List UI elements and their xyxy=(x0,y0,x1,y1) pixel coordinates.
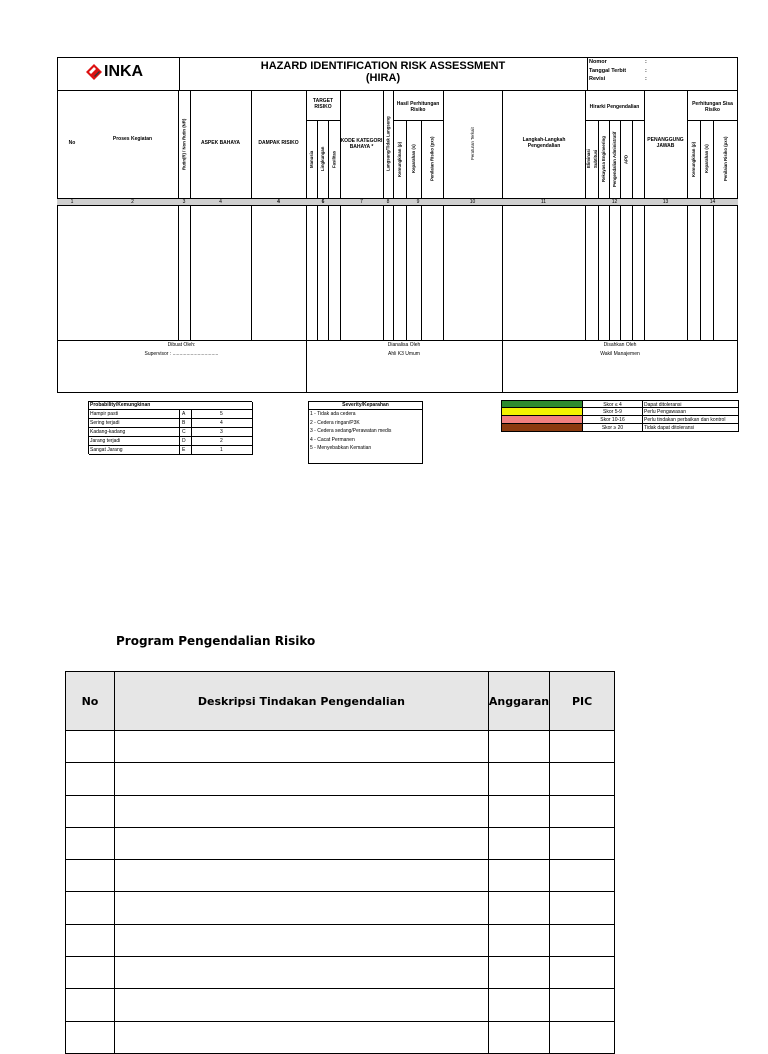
col-hasil: Hasil Perhitungan Risiko xyxy=(396,101,440,113)
table-row xyxy=(66,827,615,859)
risk-color-swatch xyxy=(501,400,583,408)
table-row xyxy=(66,957,615,989)
col-hirarki-apd: APD xyxy=(623,154,629,164)
hira-form xyxy=(57,57,738,392)
severity-legend xyxy=(308,401,423,464)
col-hasil-kemungkinan: Kemungkinan (p) xyxy=(397,141,402,177)
hira-body xyxy=(57,206,738,340)
col-hirarki: Hirarki Pengendalian xyxy=(589,104,640,111)
severity-row: 5 - Menyebabkan Kematian xyxy=(310,445,372,451)
risk-color-swatch xyxy=(501,424,583,432)
risk-level-row: Skor ≥ 20 Tidak dapat ditoleransi xyxy=(501,424,739,432)
col-hasil-penilaian: Penilaian Risiko (pxs) xyxy=(429,136,435,182)
risk-color-swatch xyxy=(501,416,583,424)
risk-level-row: Skor 10-16 Perlu tindakan perbaikan dan kontrol xyxy=(501,416,739,424)
doc-meta xyxy=(589,58,647,84)
col-sisa: Perhitungan Sisa Risiko xyxy=(692,101,733,113)
header-anggaran: Anggaran xyxy=(488,672,549,731)
header-pic: PIC xyxy=(550,672,615,731)
col-langsung: Langsung/Tidak Langsung xyxy=(385,116,391,172)
title-line1: HAZARD IDENTIFICATION RISK ASSESSMENT xyxy=(260,60,506,72)
col-hirarki-rekayasa: Rekayasa Engineering xyxy=(601,136,606,182)
page-title xyxy=(179,60,587,84)
risk-level-row: Skor ≤ 4 Dapat ditoleransi xyxy=(501,400,739,408)
col-target-manusia: Manusia xyxy=(309,150,314,168)
table-row xyxy=(66,924,615,956)
logo xyxy=(85,61,143,83)
col-target: TARGET RISIKO xyxy=(312,98,334,110)
col-no: No xyxy=(68,140,76,147)
column-numbers: 1 2 3 4 4 6 7 8 9 10 11 12 13 14 xyxy=(57,198,738,206)
col-rutin: Rutin(R) / Non Rutin (NR) xyxy=(181,118,187,170)
table-row xyxy=(66,763,615,795)
table-row xyxy=(66,731,615,763)
col-sisa-penilaian: Penilaian Risiko (pxs) xyxy=(723,136,728,182)
severity-row: 1 - Tidak ada cedera xyxy=(310,411,356,417)
col-target-lingkungan: Lingkungan xyxy=(320,146,325,172)
signatures xyxy=(57,340,738,392)
col-penanggung: PENANGGUNG JAWAB xyxy=(647,137,684,149)
table-row xyxy=(66,795,615,827)
col-hirarki-eliminasi: Eliminasi xyxy=(586,149,591,169)
col-aspek: ASPEK BAHAYA xyxy=(200,140,241,147)
col-kode: KODE KATEGORI BAHAYA * xyxy=(340,138,383,150)
col-sisa-keparahan: Keparahan (s) xyxy=(704,144,709,174)
col-sisa-kemungkinan: Kemungkinan (p) xyxy=(691,141,696,177)
table-row xyxy=(66,1021,615,1053)
logo-text: INKA xyxy=(104,63,144,80)
risk-level-row: Skor 5-9 Perlu Pengawasan xyxy=(501,408,739,416)
severity-row: 2 - Cedera ringan/P3K xyxy=(310,419,360,426)
col-hirarki-subtitusi: Subtitusi xyxy=(593,149,598,169)
column-headers xyxy=(57,90,738,198)
meta-tanggal: Tanggal Terbit : xyxy=(589,67,647,74)
inka-logo-icon xyxy=(85,63,103,81)
probability-row: Hampir pasti A 5 xyxy=(90,411,223,417)
header-no: No xyxy=(66,672,115,731)
probability-legend xyxy=(88,401,252,454)
probability-row: Jarang terjadi D 2 xyxy=(90,438,223,444)
meta-nomor: Nomor : xyxy=(589,59,647,65)
probability-row: Sangat Jarang E 1 xyxy=(90,447,223,453)
col-dampak: DAMPAK RISIKO xyxy=(258,140,299,147)
probability-row: Sering terjadi B 4 xyxy=(90,420,223,426)
risk-level-legend xyxy=(501,400,739,436)
header-deskripsi: Deskripsi Tindakan Pengendalian xyxy=(114,672,488,731)
table-row xyxy=(66,860,615,892)
col-proses: Proses Kegiatan xyxy=(112,136,153,143)
sig-disahkan: Disahkan Oleh Wakil Manajemen xyxy=(600,342,640,357)
probability-title: Probability/Kemungkinan xyxy=(90,402,151,408)
col-hirarki-administratif: Pengendalian Administratif xyxy=(612,131,617,187)
severity-row: 4 - Cacat Permanen xyxy=(310,436,355,443)
sig-dianalisa: Dianalisa Oleh Ahli K3 Umum xyxy=(387,342,421,357)
table-row xyxy=(66,989,615,1021)
severity-row: 3 - Cedera sedang/Perawatan medis xyxy=(310,428,392,434)
probability-row: Kadang-kadang C 3 xyxy=(90,429,223,435)
risk-color-swatch xyxy=(501,408,583,416)
table-row xyxy=(66,892,615,924)
col-peraturan: Peraturan Terkait xyxy=(470,127,475,161)
col-hasil-keparahan: Keparahan (s) xyxy=(411,144,416,174)
col-target-fasilitas: Fasilitas xyxy=(331,150,337,168)
meta-revisi: Revisi : xyxy=(589,76,647,82)
sig-dibuat: Dibuat Oleh: Supervisor : ................................. xyxy=(144,342,219,357)
title-line2: (HIRA) xyxy=(365,72,401,84)
severity-title: Severity/Keparahan xyxy=(309,402,422,410)
col-langkah: Langkah-Langkah Pengendalian xyxy=(522,137,566,149)
program-title: Program Pengendalian Risiko xyxy=(116,634,316,648)
program-table xyxy=(65,671,615,1054)
